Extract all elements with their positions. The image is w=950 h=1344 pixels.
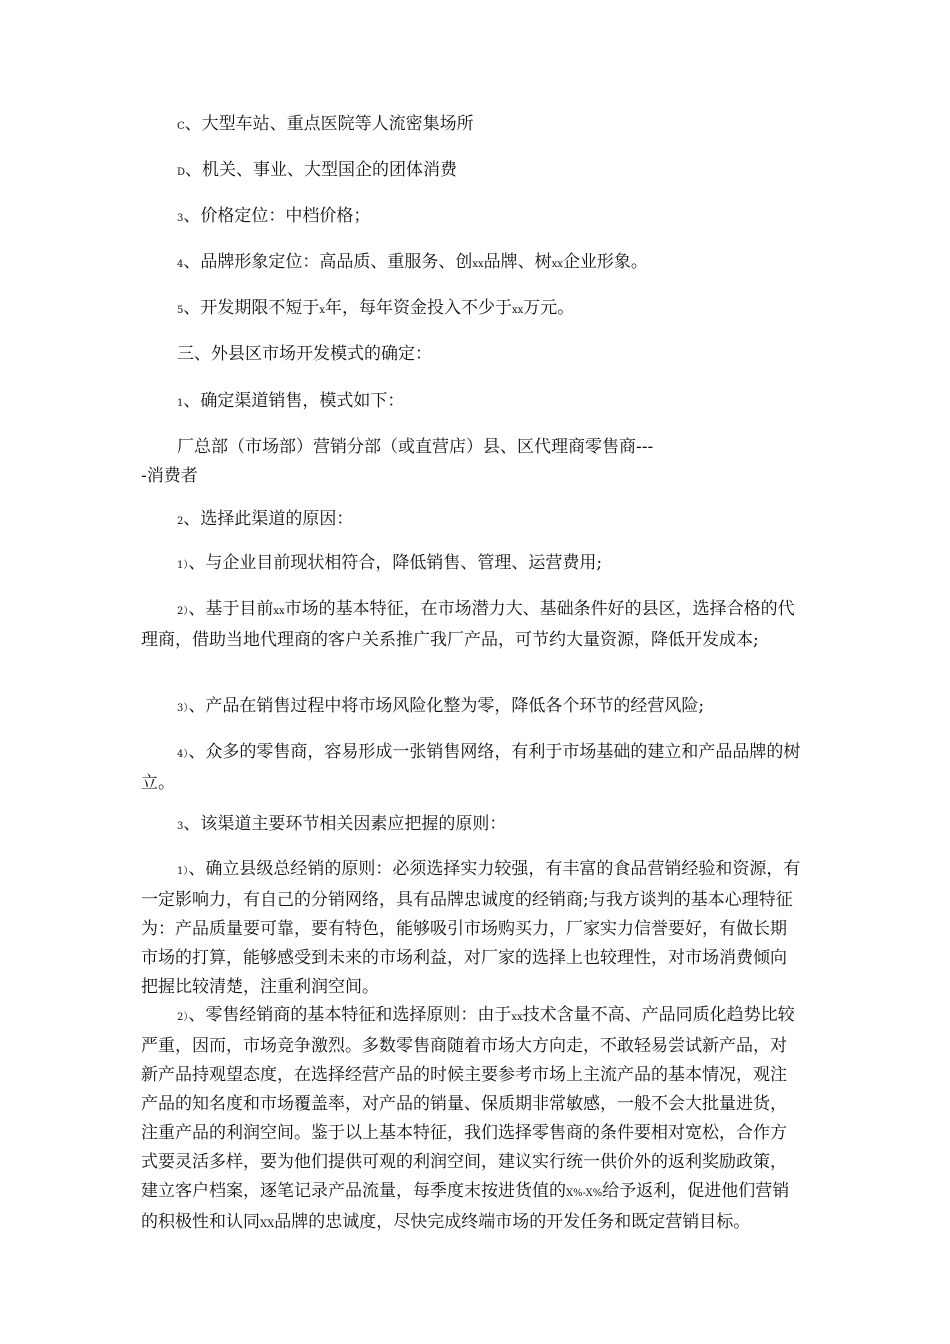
channel-flow-line-2: -消费者 [141,466,198,486]
item-text: 市场的基本特征，在市场潜力大、基础条件好的县区，选择合格的代理商，借助当地代理商的客户关系推广我厂产品，可节约大量资源，降低开发成本; [141,599,795,650]
item-text: 、选择此渠道的原因： [183,509,354,529]
item-text: 、与企业目前现状相符合，降低销售、管理、运营费用; [188,553,603,573]
item-prefix: 1） [177,560,189,571]
list-item-d [141,156,801,187]
item-prefix: 4 [177,259,184,270]
item-prefix: C [177,121,185,132]
list-item-c [141,110,801,141]
item-prefix: 2） [177,1012,189,1023]
reason-item-4 [141,738,801,798]
placeholder-mark: xx [551,259,563,270]
principle-item-1 [141,855,801,1002]
item-text: 、确定渠道销售，模式如下： [183,391,405,411]
item-text: 、该渠道主要环节相关因素应把握的原则： [183,814,507,834]
list-item-channel [141,387,801,418]
item-prefix: 4） [177,749,189,760]
reason-item-1 [141,549,801,580]
channel-flow-line-1: 厂总部（市场部）营销分部（或直营店）县、区代理商零售商--- [177,437,654,457]
item-text: 、确立县级总经销的原则：必须选择实力较强，有丰富的食品营销经验和资源，有一定影响力，有自己的分销网络，具有品牌忠诚度的经销商;与我方谈判的基本心理特征为：产品质量要可靠，要有特色，能够吸引市场购买力，厂家实力信誉要好，有做长期市场的打算，能够感受到未来的市场利益，对厂家的选择上也较理性，对市场消费倾向把握比较清楚，注重利润空间。 [141,859,801,997]
section-heading-3 [141,340,801,369]
heading-text: 三、外县区市场开发模式的确定： [177,344,432,364]
item-text: 企业形象。 [562,252,648,272]
item-prefix: 1） [177,866,189,877]
list-item-price [141,202,801,233]
placeholder-mark: x [319,305,326,316]
placeholder-mark: xx [273,606,285,617]
item-prefix: 5 [177,305,184,316]
placeholder-mark: xx [472,259,484,270]
placeholder-mark: xx [512,305,524,316]
item-prefix: 2） [177,606,189,617]
list-item-brand [141,248,801,279]
placeholder-mark: XX [260,1219,275,1230]
item-text: 、机关、事业、大型国企的团体消费 [185,160,458,180]
placeholder-mark: X%-X% [566,1188,603,1199]
item-text: 品牌的忠诚度，尽快完成终端市场的开发任务和既定营销目标。 [274,1212,751,1232]
item-text: 年，每年资金投入不少于 [325,298,513,318]
item-text: 、零售经销商的基本特征和选择原则：由于 [188,1005,512,1025]
item-text: 、基于目前 [188,599,274,619]
reason-item-2 [141,595,801,655]
item-text: 、开发期限不短于 [183,298,320,318]
item-text: 、价格定位：中档价格； [183,206,371,226]
reason-item-3 [141,692,801,723]
item-prefix: 3 [177,821,184,832]
principle-item-2 [141,1001,801,1239]
item-text: 、品牌形象定位：高品质、重服务、创 [183,252,473,272]
item-text: 、众多的零售商，容易形成一张销售网络，有利于市场基础的建立和产品品牌的树立。 [141,742,801,793]
list-item-principles [141,810,801,841]
item-text: 、产品在销售过程中将市场风险化整为零，降低各个环节的经营风险; [188,696,705,716]
item-text: 技术含量不高、产品同质化趋势比较严重，因而，市场竞争激烈。多数零售商随着市场大方向走，不敢轻易尝试新产品，对新产品持观望态度，在选择经营产品的时候主要参考市场上主流产品的基本情况，观注产品的知名度和市场覆盖率，对产品的销量、保质期非常敏感，一般不会大批量进货，注重产品的利润空间。鉴于以上基本特征，我们选择零售商的条件要相对宽松，合作方式要灵活多样，要为他们提供可观的利润空间，建议实行统一供价外的返利奖励政策，建立客户档案，逐笔记录产品流量，每季度末按进货值的 [141,1005,795,1201]
item-text: 给予返利，促进他们营销的积极性和认同 [141,1181,790,1232]
item-text: 万元。 [523,298,575,318]
item-prefix: 2 [177,516,184,527]
list-item-reasons [141,505,801,536]
placeholder-mark: xx [511,1012,523,1023]
list-item-period [141,294,801,325]
item-text: 、大型车站、重点医院等人流密集场所 [184,114,474,134]
channel-flow [141,433,801,491]
item-prefix: 3 [177,213,184,224]
item-prefix: 1 [177,398,184,409]
item-prefix: D [177,167,186,178]
item-prefix: 3） [177,703,189,714]
item-text: 品牌、树 [483,252,552,272]
